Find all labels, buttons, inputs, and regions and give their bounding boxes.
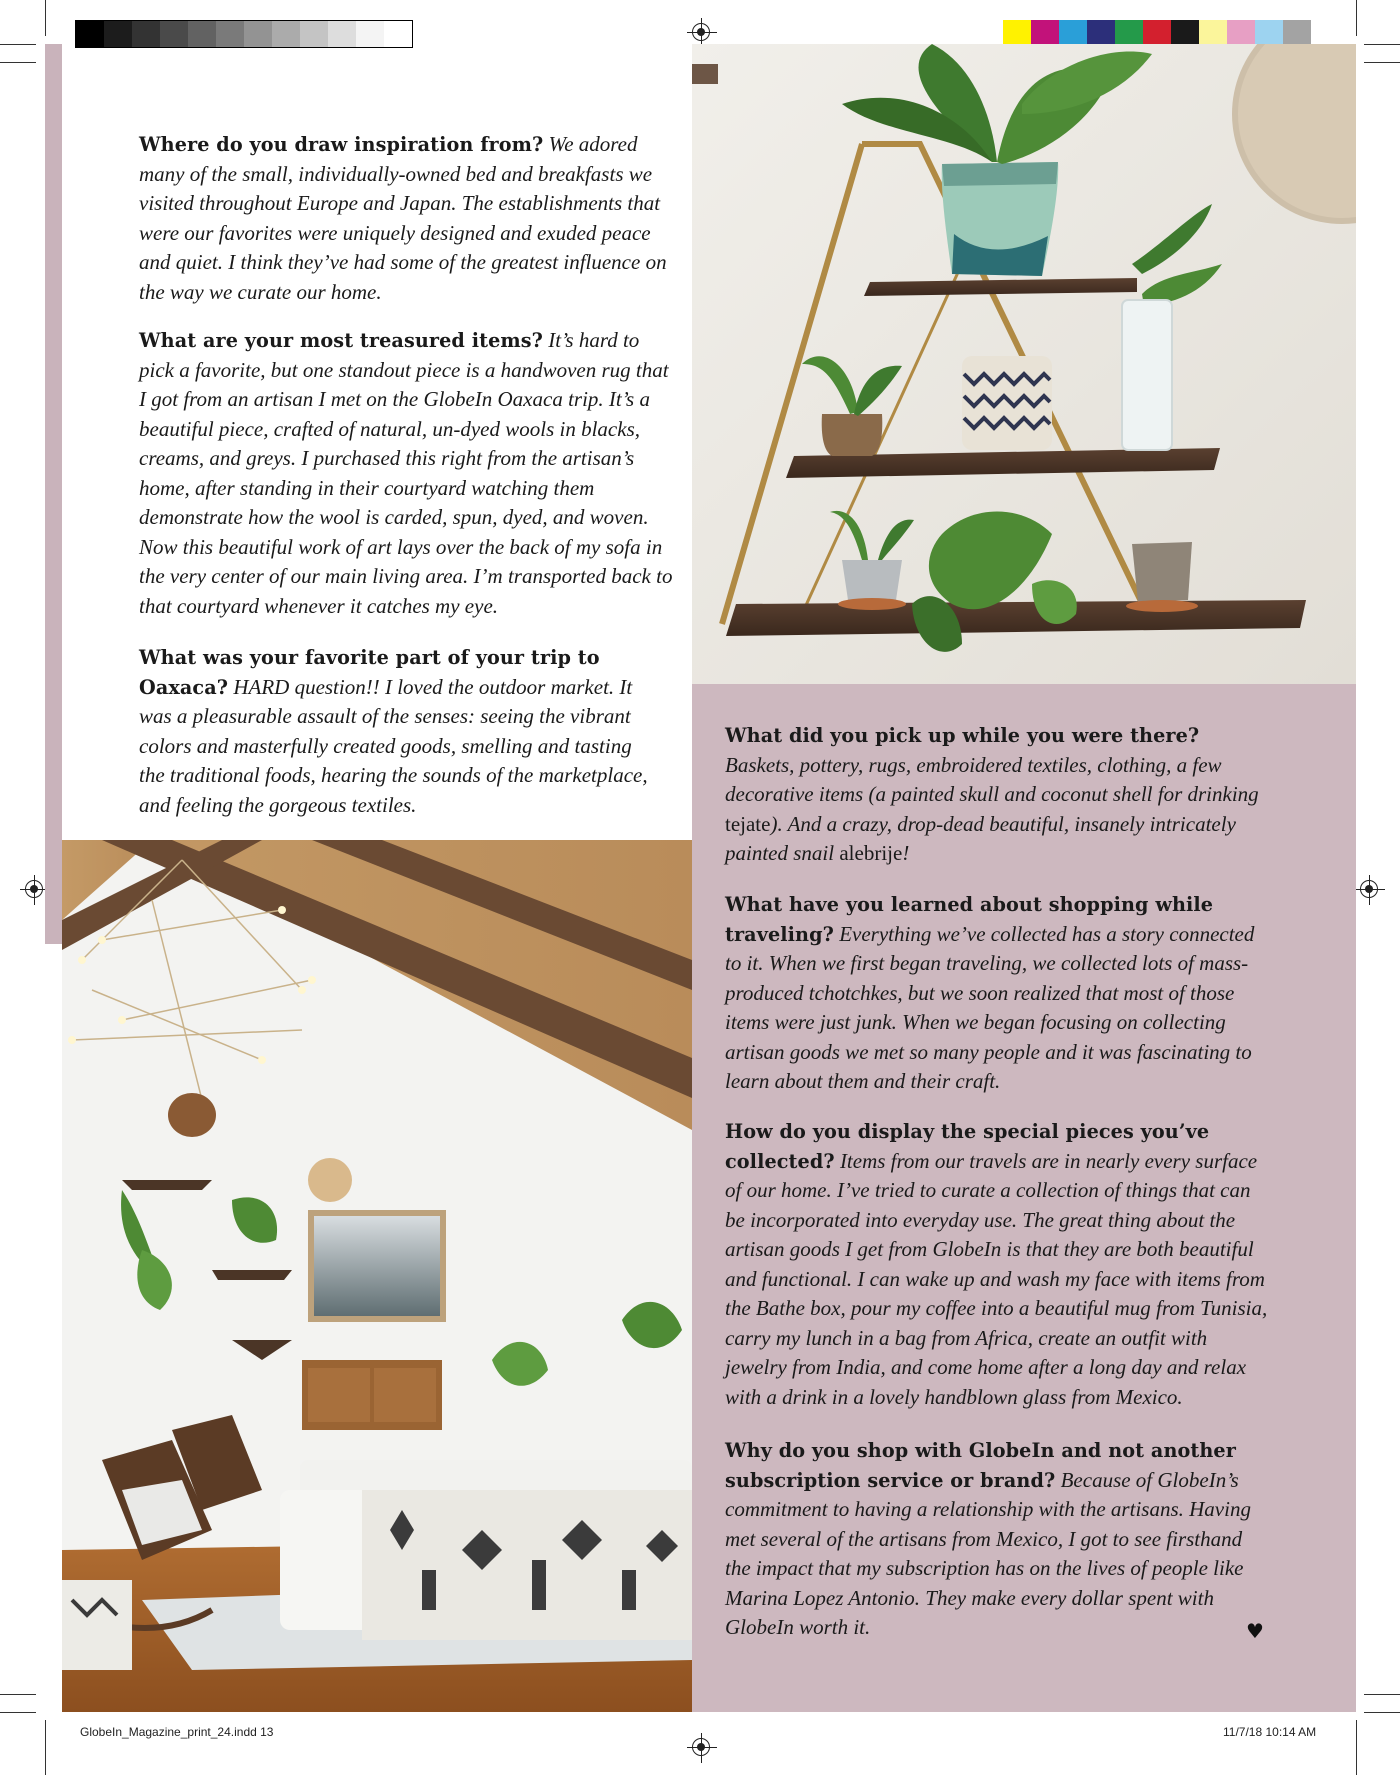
qa-why-globein <box>725 1436 1270 1643</box>
living-room-photo <box>62 840 692 1712</box>
answer-text <box>725 753 1259 866</box>
color-swatch <box>1255 20 1283 46</box>
fold-mark <box>1364 1694 1400 1695</box>
crop-mark <box>1356 0 1357 36</box>
question-heading: What have you learned about shopping while traveling? <box>725 893 1214 946</box>
crop-mark <box>45 1720 46 1775</box>
registration-mark <box>25 880 43 898</box>
grey-swatch <box>244 21 272 47</box>
answer-run: Items from our travels are in nearly every surface of our home. I’ve tried to curate a collection of things that can be incorporated into everyday use. The great thing about the artisan goods I get from GlobeIn is that they are both beautiful and functional. I can wake up and wash my face with items from the Bathe box, pour my coffee into a beautiful mug from Tunisia, carry my lunch in a bag from Africa, create an outfit with jewelry from India, and come home after a long day and relax with a drink in a lovely handblown glass from Mexico. <box>725 1148 1268 1409</box>
grey-swatch <box>356 21 384 47</box>
crop-mark <box>45 0 46 36</box>
heart-icon: ♥ <box>1246 1619 1264 1643</box>
crop-mark <box>1364 44 1400 45</box>
grayscale-color-bar <box>75 20 413 48</box>
shelf-plants-photo <box>692 44 1356 684</box>
question-heading: Why do you shop with GlobeIn and not another subscription service or brand? <box>725 1439 1236 1492</box>
question-heading: What did you pick up while you were there? <box>725 724 1200 747</box>
answer-run: Everything we’ve collected has a story connected to it. When we first began traveling, we collected lots of mass-produced tchotchkes, but we soon realized that most of those items were just junk. When we began focusing on collecting artisan goods we met so many people and it was fascinating to learn about them and their craft. <box>725 921 1255 1093</box>
fold-mark <box>1364 62 1400 63</box>
color-swatch <box>1059 20 1087 46</box>
answer-text <box>725 922 1254 1094</box>
color-swatch <box>1115 20 1143 46</box>
qa-inspiration <box>139 130 679 307</box>
answer-run: Because of GlobeIn’s commitment to having a relationship with the artisans. Having met several of the artisans from Mexico, I got to see firsthand the impact that my subscription has on the lives of people like Marina Lopez Antonio. They make every dollar spent with GlobeIn worth it. <box>725 1467 1251 1639</box>
question-heading: What was your favorite part of your trip to Oaxaca? <box>139 646 600 699</box>
color-swatch <box>1003 20 1031 46</box>
answer-text <box>725 1149 1267 1409</box>
color-swatch <box>1227 20 1255 46</box>
grey-swatch <box>160 21 188 47</box>
qa-shopping-traveling <box>725 890 1265 1097</box>
question-heading: What are your most treasured items? <box>139 329 544 352</box>
answer-run: ! <box>902 841 910 865</box>
grey-swatch <box>132 21 160 47</box>
answer-run: ). And a crazy, drop-dead beautiful, insanely intricately painted snail <box>725 811 1236 865</box>
slug-filename: GlobeIn_Magazine_print_24.indd 13 <box>80 1725 274 1739</box>
question-heading: Where do you draw inspiration from? <box>139 133 544 156</box>
grey-swatch <box>384 21 412 47</box>
color-swatch <box>1031 20 1059 46</box>
grey-swatch <box>76 21 104 47</box>
upright-term: alebrije <box>839 841 903 865</box>
color-swatch <box>1143 20 1171 46</box>
crop-mark <box>1356 1720 1357 1775</box>
answer-text <box>139 328 672 618</box>
grey-swatch <box>216 21 244 47</box>
crop-mark <box>1364 1712 1400 1713</box>
color-swatch <box>1171 20 1199 46</box>
qa-display-pieces <box>725 1117 1270 1412</box>
grey-swatch <box>300 21 328 47</box>
grey-swatch <box>272 21 300 47</box>
grey-swatch <box>328 21 356 47</box>
cmyk-color-bar <box>1003 20 1311 46</box>
color-swatch <box>1199 20 1227 46</box>
answer-text <box>725 1468 1251 1640</box>
answer-run: We adored many of the small, individually-owned bed and breakfasts we visited throughout Europe and Japan. The establishments that were our favorites were uniquely designed and exuded peace and quiet. I think they’ve had some of the greatest influence on the way we curate our home. <box>139 132 667 304</box>
fold-mark <box>0 1694 36 1695</box>
color-swatch <box>1087 20 1115 46</box>
registration-mark <box>692 1738 710 1756</box>
upright-term: tejate <box>725 811 771 836</box>
answer-run: HARD question!! I loved the outdoor market. It was a pleasurable assault of the senses: seeing the vibrant colors and masterfully created goods, smelling and tasting the traditional foods, hearing the sounds of the marketplace, and feeling the gorgeous textiles. <box>139 674 648 817</box>
crop-mark <box>0 44 36 45</box>
registration-mark <box>1360 880 1378 898</box>
answer-text <box>139 132 667 304</box>
registration-mark <box>692 23 710 41</box>
color-swatch <box>1283 20 1311 46</box>
qa-favorite-part <box>139 643 659 820</box>
question-heading: How do you display the special pieces you’ve collected? <box>725 1120 1210 1173</box>
answer-run: It’s hard to pick a favorite, but one standout piece is a handwoven rug that I got from an artisan I met on the GlobeIn Oaxaca trip. It’s a beautiful piece, crafted of natural, un-dyed wools in blacks, creams, and greys. I purchased this right from the artisan’s home, after standing in their courtyard watching them demonstrate how the wool is carded, spun, dyed, and woven. Now this beautiful work of art lays over the back of my sofa in the very center of our main living area. I’m transported back to that courtyard whenever it catches my eye. <box>139 328 673 618</box>
answer-run: Baskets, pottery, rugs, embroidered textiles, clothing, a few decorative items (a painted skull and coconut shell for drinking <box>725 752 1259 806</box>
bleed-strip <box>45 44 62 944</box>
crop-mark <box>0 1712 36 1713</box>
grey-swatch <box>188 21 216 47</box>
qa-pick-up <box>725 721 1270 869</box>
slug-timestamp: 11/7/18 10:14 AM <box>1223 1725 1317 1739</box>
qa-treasured-items <box>139 326 679 621</box>
fold-mark <box>0 62 36 63</box>
grey-swatch <box>104 21 132 47</box>
